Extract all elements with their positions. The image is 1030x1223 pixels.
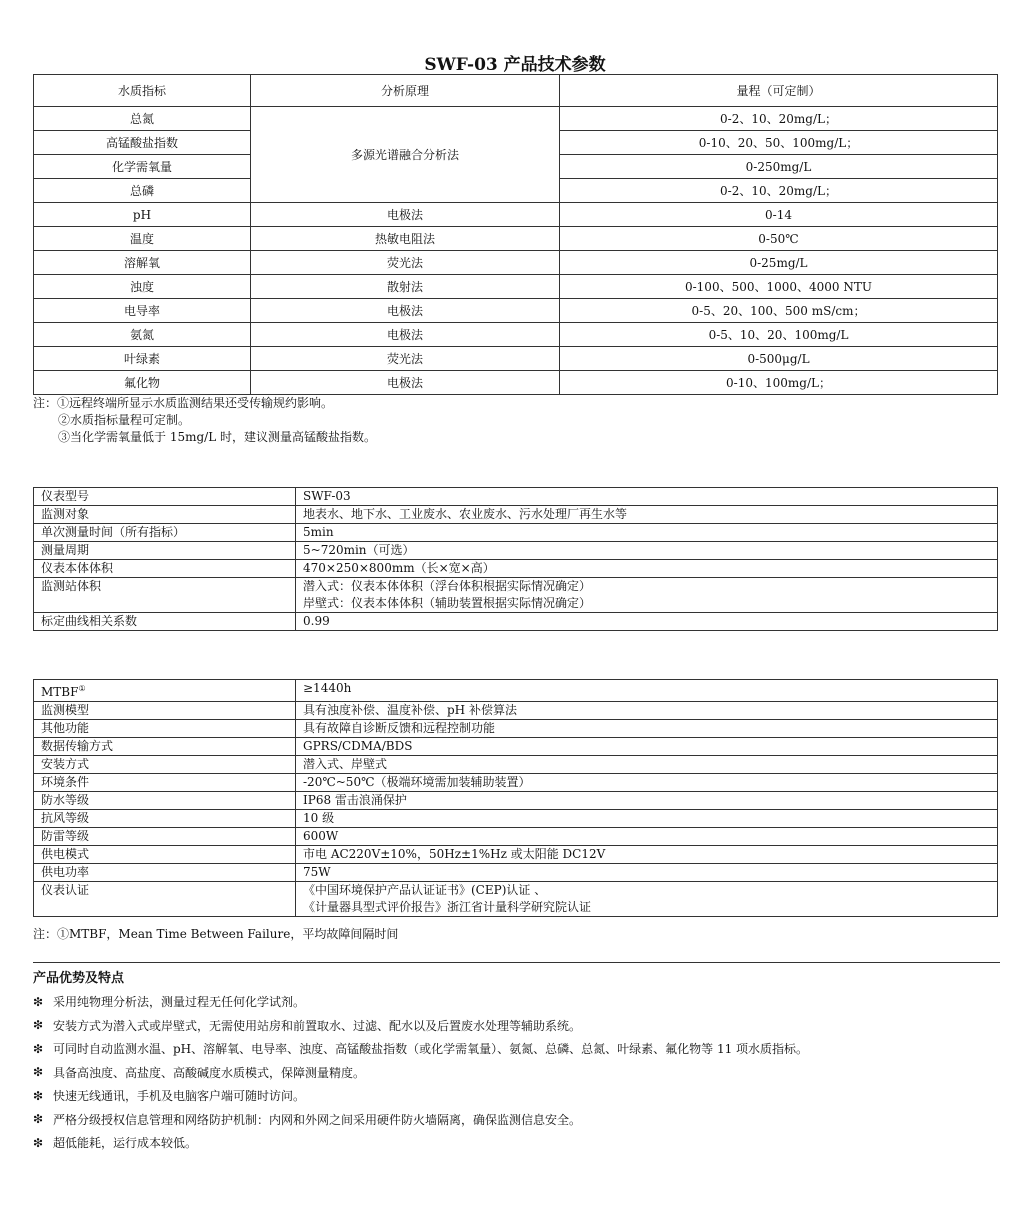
table-row (34, 792, 998, 810)
mtbf-label: MTBF (41, 685, 79, 699)
table-row (34, 227, 998, 251)
feature-text: 快速无线通讯，手机及电脑客户端可随时访问。 (53, 1089, 306, 1104)
table-row (34, 864, 998, 882)
indicator-cell: 高锰酸盐指数 (34, 131, 251, 155)
spec-value-line: 岸壁式：仪表本体体积（辅助装置根据实际情况确定） (303, 596, 592, 610)
snowflake-bullet-icon: ❇ (33, 1135, 44, 1150)
range-cell: 0-500μg/L (560, 347, 998, 371)
features-list (33, 990, 808, 1155)
spec-value: 5min (296, 524, 998, 542)
table-row (34, 488, 998, 506)
table-row (34, 203, 998, 227)
spec-label: 标定曲线相关系数 (34, 613, 296, 631)
spec-value (296, 578, 998, 613)
list-item (33, 1037, 808, 1061)
spec-value: 600W (296, 828, 998, 846)
spec-value: 470×250×800mm（长×宽×高） (296, 560, 998, 578)
spec-label: 监测对象 (34, 506, 296, 524)
spec-value: -20℃~50℃（极端环境需加装辅助装置） (296, 774, 998, 792)
spec-value: 市电 AC220V±10%，50Hz±1%Hz 或太阳能 DC12V (296, 846, 998, 864)
range-cell: 0-2、10、20mg/L； (560, 179, 998, 203)
table-row (34, 774, 998, 792)
table-row (34, 738, 998, 756)
table-row (34, 810, 998, 828)
table-row (34, 613, 998, 631)
spec-value (296, 882, 998, 917)
feature-text: 超低能耗，运行成本较低。 (53, 1136, 198, 1151)
range-cell: 0-5、20、100、500 mS/cm； (560, 299, 998, 323)
spec-value: 潜入式、岸壁式 (296, 756, 998, 774)
spec-label (34, 680, 296, 702)
spec-label: 防雷等级 (34, 828, 296, 846)
range-cell: 0-10、20、50、100mg/L； (560, 131, 998, 155)
mtbf-note: 注：①MTBF，Mean Time Between Failure，平均故障间隔时间 (33, 927, 399, 941)
list-item (33, 1014, 808, 1038)
indicator-cell: 浊度 (34, 275, 251, 299)
indicator-cell: 氟化物 (34, 371, 251, 395)
feature-text: 采用纯物理分析法，测量过程无任何化学试剂。 (53, 995, 306, 1010)
range-cell: 0-2、10、20mg/L； (560, 107, 998, 131)
header-indicator: 水质指标 (34, 75, 251, 107)
table-row (34, 846, 998, 864)
indicator-table (33, 74, 998, 395)
table-row (34, 347, 998, 371)
spec-label: 仪表认证 (34, 882, 296, 917)
table-notes (33, 395, 376, 446)
list-item (33, 1108, 808, 1132)
list-item (33, 1061, 808, 1085)
note-line: 注：①远程终端所显示水质监测结果还受传输规约影响。 (33, 396, 334, 410)
footnote-marker: ① (78, 684, 86, 693)
spec-label: 仪表本体体积 (34, 560, 296, 578)
table-row (34, 299, 998, 323)
spec-value-line: 潜入式：仪表本体体积（浮台体积根据实际情况确定） (303, 579, 592, 593)
range-cell: 0-5、10、20、100mg/L (560, 323, 998, 347)
spec-value: 10 级 (296, 810, 998, 828)
performance-spec-table (33, 679, 998, 917)
snowflake-bullet-icon: ❇ (33, 1065, 44, 1080)
note-line: ②水质指标量程可定制。 (58, 413, 191, 427)
spec-label: 供电功率 (34, 864, 296, 882)
table-row (34, 275, 998, 299)
spec-value: IP68 雷击浪涌保护 (296, 792, 998, 810)
spec-label: 数据传输方式 (34, 738, 296, 756)
spec-label: 防水等级 (34, 792, 296, 810)
spec-value: ≥1440h (296, 680, 998, 702)
spec-value: 5~720min（可选） (296, 542, 998, 560)
table-row (34, 578, 998, 613)
spec-label: 安装方式 (34, 756, 296, 774)
list-item (33, 1084, 808, 1108)
table-row (34, 323, 998, 347)
indicator-cell: pH (34, 203, 251, 227)
spec-label: 单次测量时间（所有指标） (34, 524, 296, 542)
header-method: 分析原理 (251, 75, 560, 107)
range-cell: 0-25mg/L (560, 251, 998, 275)
feature-text: 可同时自动监测水温、pH、溶解氧、电导率、浊度、高锰酸盐指数（或化学需氧量）、氨氮、总磷、总氮、叶绿素、氟化物等 11 项水质指标。 (53, 1042, 809, 1057)
range-cell: 0-50℃ (560, 227, 998, 251)
features-heading: 产品优势及特点 (33, 971, 125, 986)
spec-label: 抗风等级 (34, 810, 296, 828)
snowflake-bullet-icon: ❇ (33, 994, 44, 1009)
table-row (34, 702, 998, 720)
table-row (34, 756, 998, 774)
spec-value: 75W (296, 864, 998, 882)
spec-value: 具有浊度补偿、温度补偿、pH 补偿算法 (296, 702, 998, 720)
spec-label: 仪表型号 (34, 488, 296, 506)
snowflake-bullet-icon: ❇ (33, 1088, 44, 1103)
method-cell: 荧光法 (251, 347, 560, 371)
page-title: SWF-03 产品技术参数 (424, 55, 606, 75)
spec-value: GPRS/CDMA/BDS (296, 738, 998, 756)
method-cell: 电极法 (251, 203, 560, 227)
table-row (34, 828, 998, 846)
table-row (34, 371, 998, 395)
snowflake-bullet-icon: ❇ (33, 1112, 44, 1127)
table-row (34, 107, 998, 131)
spec-value: 具有故障自诊断反馈和远程控制功能 (296, 720, 998, 738)
indicator-cell: 电导率 (34, 299, 251, 323)
spec-value: 地表水、地下水、工业废水、农业废水、污水处理厂再生水等 (296, 506, 998, 524)
spec-value-line: 《计量器具型式评价报告》浙江省计量科学研究院认证 (303, 900, 592, 914)
indicator-cell: 总磷 (34, 179, 251, 203)
method-cell: 热敏电阻法 (251, 227, 560, 251)
section-divider (33, 962, 1000, 963)
instrument-spec-table (33, 487, 998, 631)
feature-text: 具备高浊度、高盐度、高酸碱度水质模式，保障测量精度。 (53, 1065, 366, 1080)
indicator-cell: 温度 (34, 227, 251, 251)
indicator-cell: 溶解氧 (34, 251, 251, 275)
range-cell: 0-100、500、1000、4000 NTU (560, 275, 998, 299)
table-row (34, 560, 998, 578)
method-cell: 散射法 (251, 275, 560, 299)
table-row (34, 882, 998, 917)
spec-label: 监测模型 (34, 702, 296, 720)
indicator-cell: 叶绿素 (34, 347, 251, 371)
spec-value: 0.99 (296, 613, 998, 631)
indicator-cell: 化学需氧量 (34, 155, 251, 179)
table-row (34, 251, 998, 275)
table-row (34, 680, 998, 702)
table-row (34, 524, 998, 542)
note-line: ③当化学需氧量低于 15mg/L 时，建议测量高锰酸盐指数。 (58, 430, 376, 444)
spec-label: 监测站体积 (34, 578, 296, 613)
spec-label: 其他功能 (34, 720, 296, 738)
range-cell: 0-250mg/L (560, 155, 998, 179)
method-cell: 电极法 (251, 323, 560, 347)
table-row (34, 720, 998, 738)
range-cell: 0-14 (560, 203, 998, 227)
feature-text: 安装方式为潜入式或岸壁式，无需使用站房和前置取水、过滤、配水以及后置废水处理等辅助系统。 (53, 1018, 582, 1033)
method-cell: 电极法 (251, 299, 560, 323)
spec-label: 环境条件 (34, 774, 296, 792)
snowflake-bullet-icon: ❇ (33, 1041, 44, 1056)
spec-value-line: 《中国环境保护产品认证证书》(CEP)认证 、 (303, 883, 547, 897)
indicator-cell: 氨氮 (34, 323, 251, 347)
range-cell: 0-10、100mg/L； (560, 371, 998, 395)
header-range: 量程（可定制） (560, 75, 998, 107)
spec-label: 测量周期 (34, 542, 296, 560)
method-cell-merged: 多源光谱融合分析法 (251, 107, 560, 203)
spec-label: 供电模式 (34, 846, 296, 864)
list-item (33, 1131, 808, 1155)
table-header-row (34, 75, 998, 107)
spec-value: SWF-03 (296, 488, 998, 506)
list-item (33, 990, 808, 1014)
snowflake-bullet-icon: ❇ (33, 1018, 44, 1033)
table-row (34, 506, 998, 524)
indicator-cell: 总氮 (34, 107, 251, 131)
feature-text: 严格分级授权信息管理和网络防护机制：内网和外网之间采用硬件防火墙隔离，确保监测信息安全。 (53, 1112, 582, 1127)
table-row (34, 542, 998, 560)
method-cell: 电极法 (251, 371, 560, 395)
method-cell: 荧光法 (251, 251, 560, 275)
